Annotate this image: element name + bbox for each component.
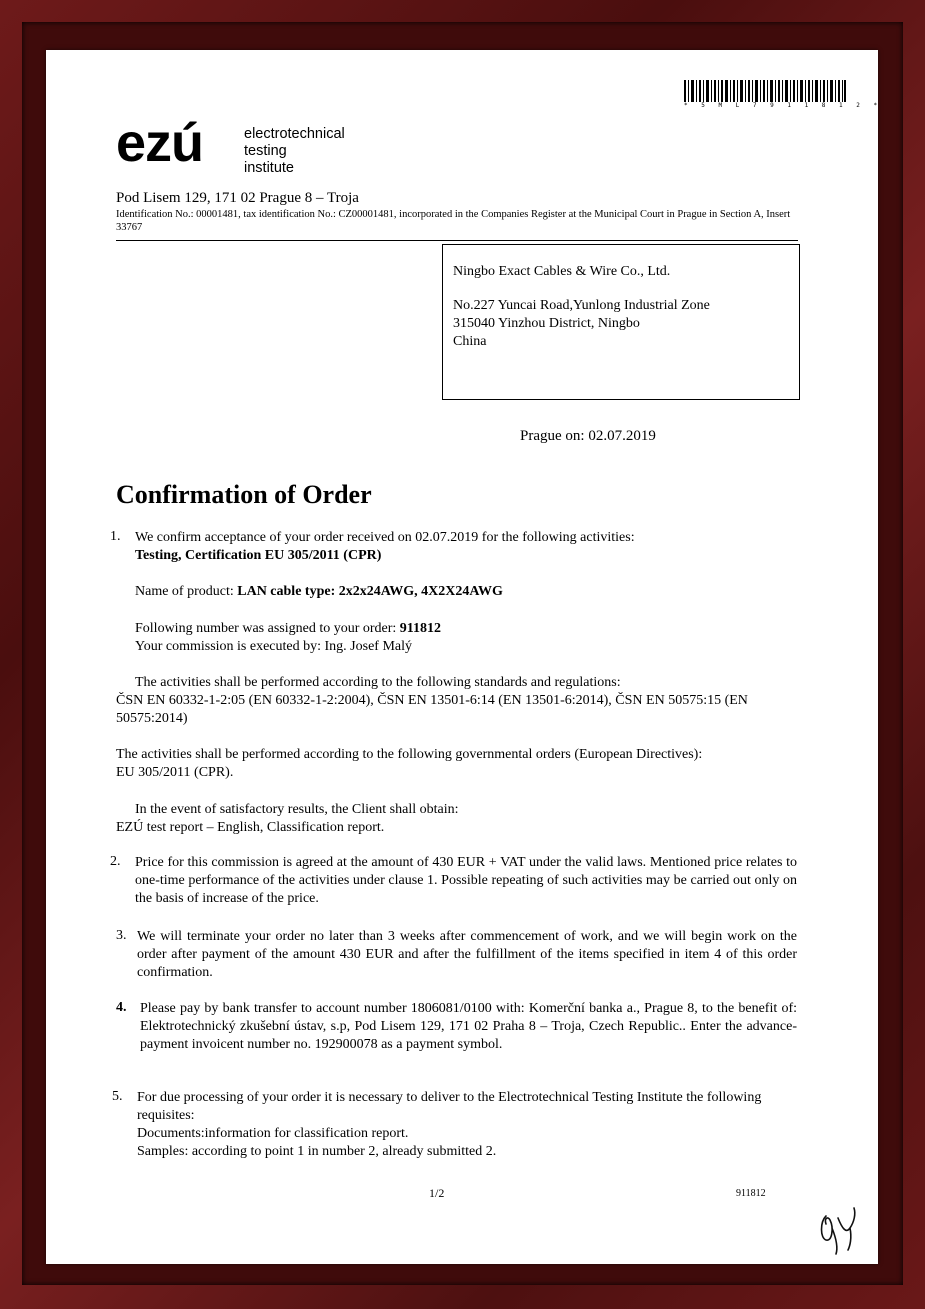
logo-subtitle-line: electrotechnical bbox=[244, 126, 345, 142]
handwritten-initials bbox=[814, 1198, 864, 1256]
order-number-label: Following number was assigned to your order: bbox=[135, 621, 397, 636]
standards-list: ČSN EN 60332-1-2:05 (EN 60332-1-2:2004), ČSN EN 13501-6:14 (EN 13501-6:2014), ČSN EN 50575:15 (EN 50575:2014) bbox=[116, 693, 748, 726]
header-divider bbox=[116, 240, 798, 241]
item2-text: Price for this commission is agreed at the amount of 430 EUR + VAT under the valid laws. Mentioned price relates to one-time performance of the activities under clause 1. Possible repeating of such activities may be carried out only on the basis of increase of the price. bbox=[135, 855, 797, 906]
recipient-company: Ningbo Exact Cables & Wire Co., Ltd. bbox=[453, 264, 671, 279]
item-number: 4. bbox=[116, 1000, 127, 1015]
order-number-line bbox=[135, 620, 815, 638]
results-intro: In the event of satisfactory results, the Client shall obtain: bbox=[135, 802, 459, 817]
recipient-street: No.227 Yuncai Road,Yunlong Industrial Zone bbox=[453, 298, 710, 313]
order-reference: 911812 bbox=[736, 1188, 766, 1199]
directives-intro: The activities shall be performed according to the following governmental orders (European Directives): bbox=[116, 747, 703, 762]
document-title: Confirmation of Order bbox=[116, 480, 372, 509]
results: EZÚ test report – English, Classification report. bbox=[116, 820, 385, 835]
ezu-logo: ezú bbox=[116, 113, 204, 173]
item5-text: For due processing of your order it is necessary to deliver to the Electrotechnical Testing Institute the following requisites: bbox=[137, 1090, 762, 1123]
standards-intro: The activities shall be performed according to the following standards and regulations: bbox=[135, 675, 621, 690]
product-name-line bbox=[135, 583, 815, 601]
directives: EU 305/2011 (CPR). bbox=[116, 765, 234, 780]
institute-address: Pod Lisem 129, 171 02 Prague 8 – Troja bbox=[116, 190, 359, 206]
executed-by: Your commission is executed by: Ing. Josef Malý bbox=[135, 639, 412, 654]
recipient-address-box bbox=[442, 244, 800, 400]
item1-activities: Testing, Certification EU 305/2011 (CPR) bbox=[135, 548, 382, 563]
logo-subtitle-line: testing bbox=[244, 143, 287, 159]
date-line: Prague on: 02.07.2019 bbox=[520, 428, 656, 444]
item3-text: We will terminate your order no later than 3 weeks after commencement of work, and we will begin work on the order after payment of the amount 430 EUR and after the fulfillment of the items specified in item 4 of this order confirmation. bbox=[137, 929, 797, 980]
item1-line: We confirm acceptance of your order received on 02.07.2019 for the following activities: bbox=[135, 530, 635, 545]
logo-subtitle bbox=[244, 126, 345, 177]
item5-samples: Samples: according to point 1 in number 2, already submitted 2. bbox=[137, 1144, 497, 1159]
barcode-text: * 5 M L 7 9 1 1 8 1 2 * bbox=[684, 102, 883, 109]
item5-documents: Documents:information for classification report. bbox=[137, 1126, 409, 1141]
product-name-label: Name of product: bbox=[135, 584, 234, 599]
barcode bbox=[684, 80, 846, 102]
item-number: 2. bbox=[110, 854, 121, 869]
identification-line: Identification No.: 00001481, tax identification No.: CZ00001481, incorporated in the Companies Register at the Municipal Court in Prague in Section A, Insert 33767 bbox=[116, 209, 791, 233]
item-number: 3. bbox=[116, 928, 127, 943]
item-number: 1. bbox=[110, 529, 121, 544]
recipient-city: 315040 Yinzhou District, Ningbo bbox=[453, 316, 640, 331]
item4-text: Please pay by bank transfer to account number 1806081/0100 with: Komerční banka a., Prague 8, to the benefit of: Elektrotechnický zkušební ústav, s.p, Pod Lisem 129, 171 02 Praha 8 – Troja, Czech Republic.. Enter the advance-payment invoicent number no. 192900078 as a payment symbol. bbox=[140, 1001, 797, 1052]
page-number: 1/2 bbox=[429, 1186, 445, 1200]
item-number: 5. bbox=[112, 1089, 123, 1104]
logo-subtitle-line: institute bbox=[244, 160, 294, 176]
recipient-country: China bbox=[453, 334, 487, 349]
order-number-value: 911812 bbox=[399, 621, 442, 636]
product-name-value: LAN cable type: 2x2x24AWG, 4X2X24AWG bbox=[237, 584, 503, 599]
document-page bbox=[46, 50, 883, 1264]
